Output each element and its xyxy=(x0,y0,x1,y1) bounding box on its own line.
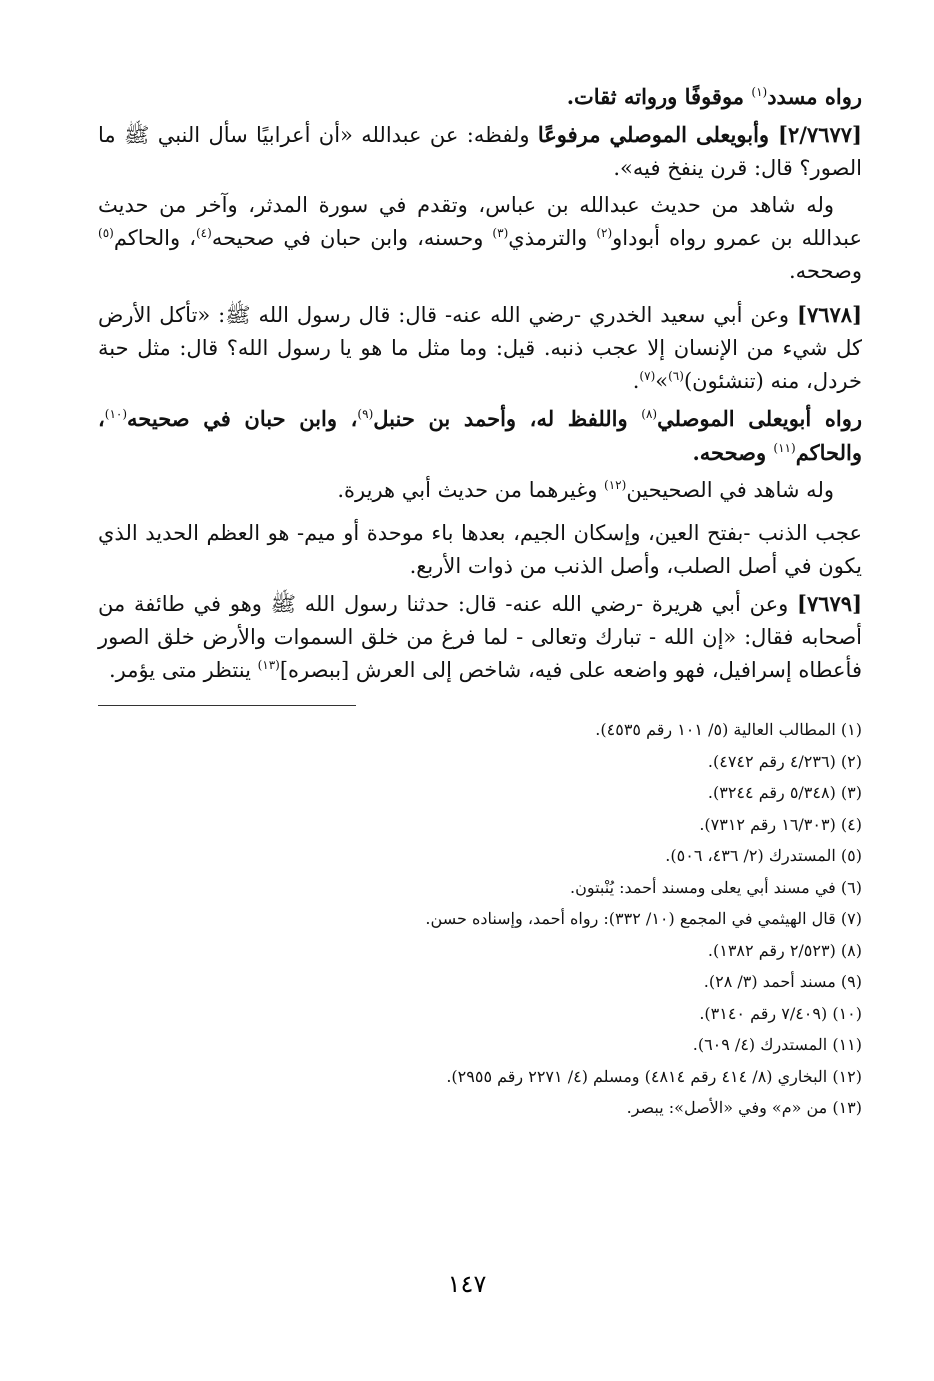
footnote-ref[interactable]: (٩) xyxy=(357,407,374,421)
text: . xyxy=(632,369,640,393)
text: ، والحاكم xyxy=(98,406,862,465)
footnote: (١١) المستدرك (٤/ ٦٠٩). xyxy=(692,1035,862,1054)
footnote-ref[interactable]: (٤) xyxy=(195,226,212,240)
footnote: (٧) قال الهيثمي في المجمع (١٠/ ٣٣٢): رواه أحمد، وإسناده حسن. xyxy=(425,909,862,928)
paragraph-7678 xyxy=(98,298,862,398)
text: وله شاهد في الصحيحين xyxy=(626,478,834,502)
hadith-number: [٧٦٧٩] xyxy=(797,591,862,616)
footnote: (٨) (٢/٥٢٣ رقم ١٣٨٢). xyxy=(707,940,862,960)
main-text xyxy=(98,80,862,687)
hadith-number: [٧٦٧٨] xyxy=(797,302,862,327)
text: وعن أبي هريرة -رضي الله عنه- قال: حدثنا رسول الله ﷺ وهو في طائفة من أصحابه فقال: «إن الله - تبارك وتعالى - لما فرغ من خلق السموات والأرض خلق الصور فأعطاه إسرافيل، فهو واضعه على فيه، شاخص إلى العرش [ببصره] xyxy=(98,592,862,682)
text: وغيرهما من حديث أبي هريرة. xyxy=(337,478,605,502)
text: ولفظه: عن عبدالله «أن أعرابيًا سأل النبي ﷺ ما الصور؟ قال: قرن ينفخ فيه». xyxy=(98,123,862,180)
text: رواه مسدد xyxy=(767,84,862,109)
paragraph-3 xyxy=(98,189,862,288)
footnote-ref[interactable]: (١٠) xyxy=(104,407,128,421)
paragraph-7: عجب الذنب -بفتح العين، وإسكان الجيم، بعدها باء موحدة أو ميم- هو العظم الحديد الذي يكون في أصل الصلب، وأصل الذنب من ذوات الأربع. xyxy=(98,521,862,578)
footnote-ref[interactable]: (١) xyxy=(751,85,768,99)
text: موقوفًا ورواته ثقات. xyxy=(566,84,752,109)
footnote-ref[interactable]: (٧) xyxy=(639,369,656,383)
text: وصححه. xyxy=(788,259,862,283)
text: والترمذي xyxy=(508,226,597,250)
footnotes xyxy=(98,714,862,1124)
text: رواه أبويعلى الموصلي xyxy=(657,406,862,431)
footnote: (٦) في مسند أبي يعلى ومسند أحمد: يُنْبتون. xyxy=(570,877,862,897)
footnote-ref[interactable]: (١٣) xyxy=(257,658,280,672)
text: ، وابن حبان في صحيحه xyxy=(127,406,358,431)
footnote: (١٢) البخاري (٨/ ٤١٤ رقم ٤٨١٤) ومسلم (٤/ ٢٢٧١ رقم ٢٩٥٥). xyxy=(446,1066,862,1086)
footnote-ref[interactable]: (١٢) xyxy=(604,478,627,492)
text: » xyxy=(655,369,669,393)
footnote-ref[interactable]: (٨) xyxy=(641,407,658,421)
footnote-ref[interactable]: (٣) xyxy=(492,226,509,240)
page-body xyxy=(98,80,862,1124)
footnote-ref[interactable]: (٦) xyxy=(668,369,684,383)
footnote: (١٣) من «م» وفي «الأصل»: يبصر. xyxy=(626,1098,862,1117)
footnote: (٢) (٤/٢٣٦ رقم ٤٧٤٢). xyxy=(707,751,862,771)
hadith-number: [٢/٧٦٧٧] xyxy=(778,122,862,147)
footnote: (٩) مسند أحمد (٣/ ٢٨). xyxy=(703,972,862,991)
paragraph-6 xyxy=(98,474,862,507)
footnote-ref[interactable]: (٢) xyxy=(596,226,613,240)
text: وأبويعلى الموصلي مرفوعًا xyxy=(537,122,779,147)
paragraph-7679 xyxy=(98,587,862,687)
paragraph-5 xyxy=(98,402,862,470)
footnote: (١) المطالب العالية (٥/ ١٠١ رقم ٤٥٣٥). xyxy=(595,720,862,739)
footnote: (١٠) (٧/٤٠٩ رقم ٣١٤٠). xyxy=(699,1003,862,1023)
footnote-ref[interactable]: (١١) xyxy=(773,441,796,455)
paragraph-1 xyxy=(98,80,862,114)
text: ينتظر متى يؤمر. xyxy=(108,658,258,682)
footnote-divider xyxy=(98,705,356,706)
footnote-divider-wrap xyxy=(98,691,862,714)
text: وله شاهد من حديث عبدالله بن عباس، وتقدم في سورة المدثر، وآخر من حديث عبدالله بن عمرو رواه أبوداو xyxy=(98,193,862,250)
text: وصححه. xyxy=(692,440,774,465)
footnote: (٣) (٥/٣٤٨ رقم ٣٢٤٤). xyxy=(707,783,862,802)
text: وعن أبي سعيد الخدري -رضي الله عنه- قال: قال رسول الله ﷺ: «تأكل الأرض كل شيء من الإنسان إلا عجب ذنبه. قيل: وما مثل ما هو يا رسول الله؟ قال: مثل حبة خردل، منه (تنشئون) xyxy=(98,303,862,393)
text: وحسنه، وابن حبان في صحيحه xyxy=(211,226,493,250)
text: ، والحاكم xyxy=(113,226,196,250)
paragraph-7677 xyxy=(98,118,862,185)
text: واللفظ له، وأحمد بن حنبل xyxy=(373,406,642,431)
page-number: ١٤٧ xyxy=(447,1270,487,1298)
footnote-ref[interactable]: (٥) xyxy=(98,226,114,240)
footnote: (٤) (١٦/٣٠٣ رقم ٧٣١٢). xyxy=(699,814,862,834)
footnote: (٥) المستدرك (٢/ ٤٣٦، ٥٠٦). xyxy=(665,846,862,865)
